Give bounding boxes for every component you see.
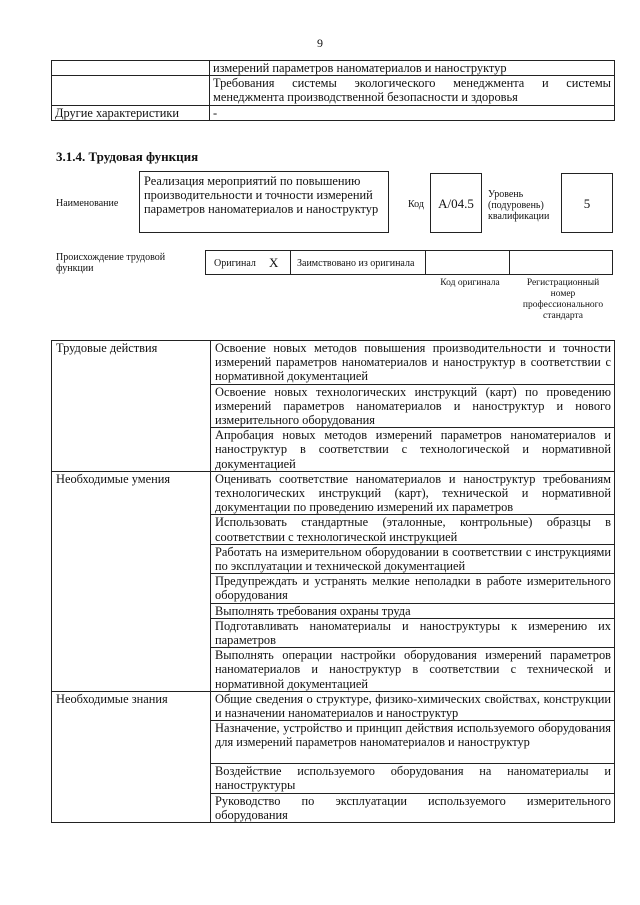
row-text: измерений параметров наноматериалов и наноструктур	[210, 61, 615, 76]
table-cell: Назначение, устройство и принцип действия используемого оборудования для измерений параметров наноматериалов и наноструктур	[211, 721, 615, 764]
original-mark: X	[269, 255, 279, 270]
table-cell: Выполнять требования охраны труда	[211, 603, 615, 618]
table-row	[52, 61, 615, 76]
reg-nomer-label: Регистрационный номер профессионального стандарта	[522, 278, 604, 321]
category-label: Необходимые умения	[52, 471, 211, 691]
uroven-value: 5	[561, 173, 613, 233]
kod-originala-label: Код оригинала	[440, 278, 500, 288]
kod-label: Код	[408, 199, 424, 210]
table-cell: Выполнять операции настройки оборудования измерений параметров наноматериалов и наноструктур в соответствии с технической и нормативной документацией	[211, 648, 615, 692]
top-table	[51, 60, 615, 121]
naimenovanie-label: Наименование	[56, 198, 119, 209]
table-row	[52, 105, 615, 120]
main-table	[51, 340, 615, 823]
table-cell: Освоение новых методов повышения производительности и точности измерений параметров наноматериалов и наноструктур в соответствии с нормативной документацией	[211, 341, 615, 385]
page-number: 9	[317, 36, 323, 50]
table-row	[52, 76, 615, 105]
uroven-label: Уровень (подуровень) квалификации	[488, 189, 550, 222]
origin-label: Происхождение трудовой функции	[56, 252, 166, 274]
table-cell: Работать на измерительном оборудовании в соответствии с инструкциями по эксплуатации и технической документацией	[211, 544, 615, 573]
divider	[290, 251, 291, 274]
table-cell: Подготавливать наноматериалы и наноструктуры к измерению их параметров	[211, 618, 615, 647]
table-cell: Общие сведения о структуре, физико-химических свойствах, конструкции и назначении наноматериалов и наноструктур	[211, 691, 615, 720]
row-label: Другие характеристики	[52, 105, 210, 120]
table-cell: Предупреждать и устранять мелкие неполадки в работе измерительного оборудования	[211, 574, 615, 603]
kod-value: A/04.5	[430, 173, 482, 233]
zaimstvovano-label: Заимствовано из оригинала	[297, 258, 415, 269]
original-label: Оригинал	[214, 258, 256, 269]
table-cell: Оценивать соответствие наноматериалов и наноструктур требованиям технологических инструкций (карт), технической и нормативной документации по проведению измерений их параметров	[211, 471, 615, 515]
category-label: Необходимые знания	[52, 691, 211, 822]
row-label	[52, 76, 210, 105]
row-text: Требования системы экологического менеджмента и системы менеджмента производственной безопасности и здоровья	[210, 76, 615, 105]
category-label: Трудовые действия	[52, 341, 211, 472]
table-row	[52, 471, 615, 515]
table-cell: Освоение новых технологических инструкций (карт) по проведению измерений параметров наноматериалов и наноструктур и нового измерительного оборудования	[211, 384, 615, 428]
divider	[425, 251, 426, 274]
divider	[509, 251, 510, 274]
naimenovanie-value: Реализация мероприятий по повышению производительности и точности измерений параметров наноматериалов и наноструктур	[139, 171, 389, 233]
table-cell: Воздействие используемого оборудования на наноматериалы и наноструктуры	[211, 764, 615, 793]
row-text: -	[210, 105, 615, 120]
table-cell: Использовать стандартные (эталонные, контрольные) образцы в соответствии с технологической инструкцией	[211, 515, 615, 544]
table-row	[52, 341, 615, 385]
row-label	[52, 61, 210, 76]
table-cell: Руководство по эксплуатации используемого измерительного оборудования	[211, 793, 615, 822]
origin-row	[205, 250, 613, 275]
table-cell: Апробация новых методов измерений параметров наноматериалов и наноструктур в соответствии с технологической и нормативной документацией	[211, 428, 615, 472]
table-row	[52, 691, 615, 720]
section-title: 3.1.4. Трудовая функция	[56, 149, 199, 164]
